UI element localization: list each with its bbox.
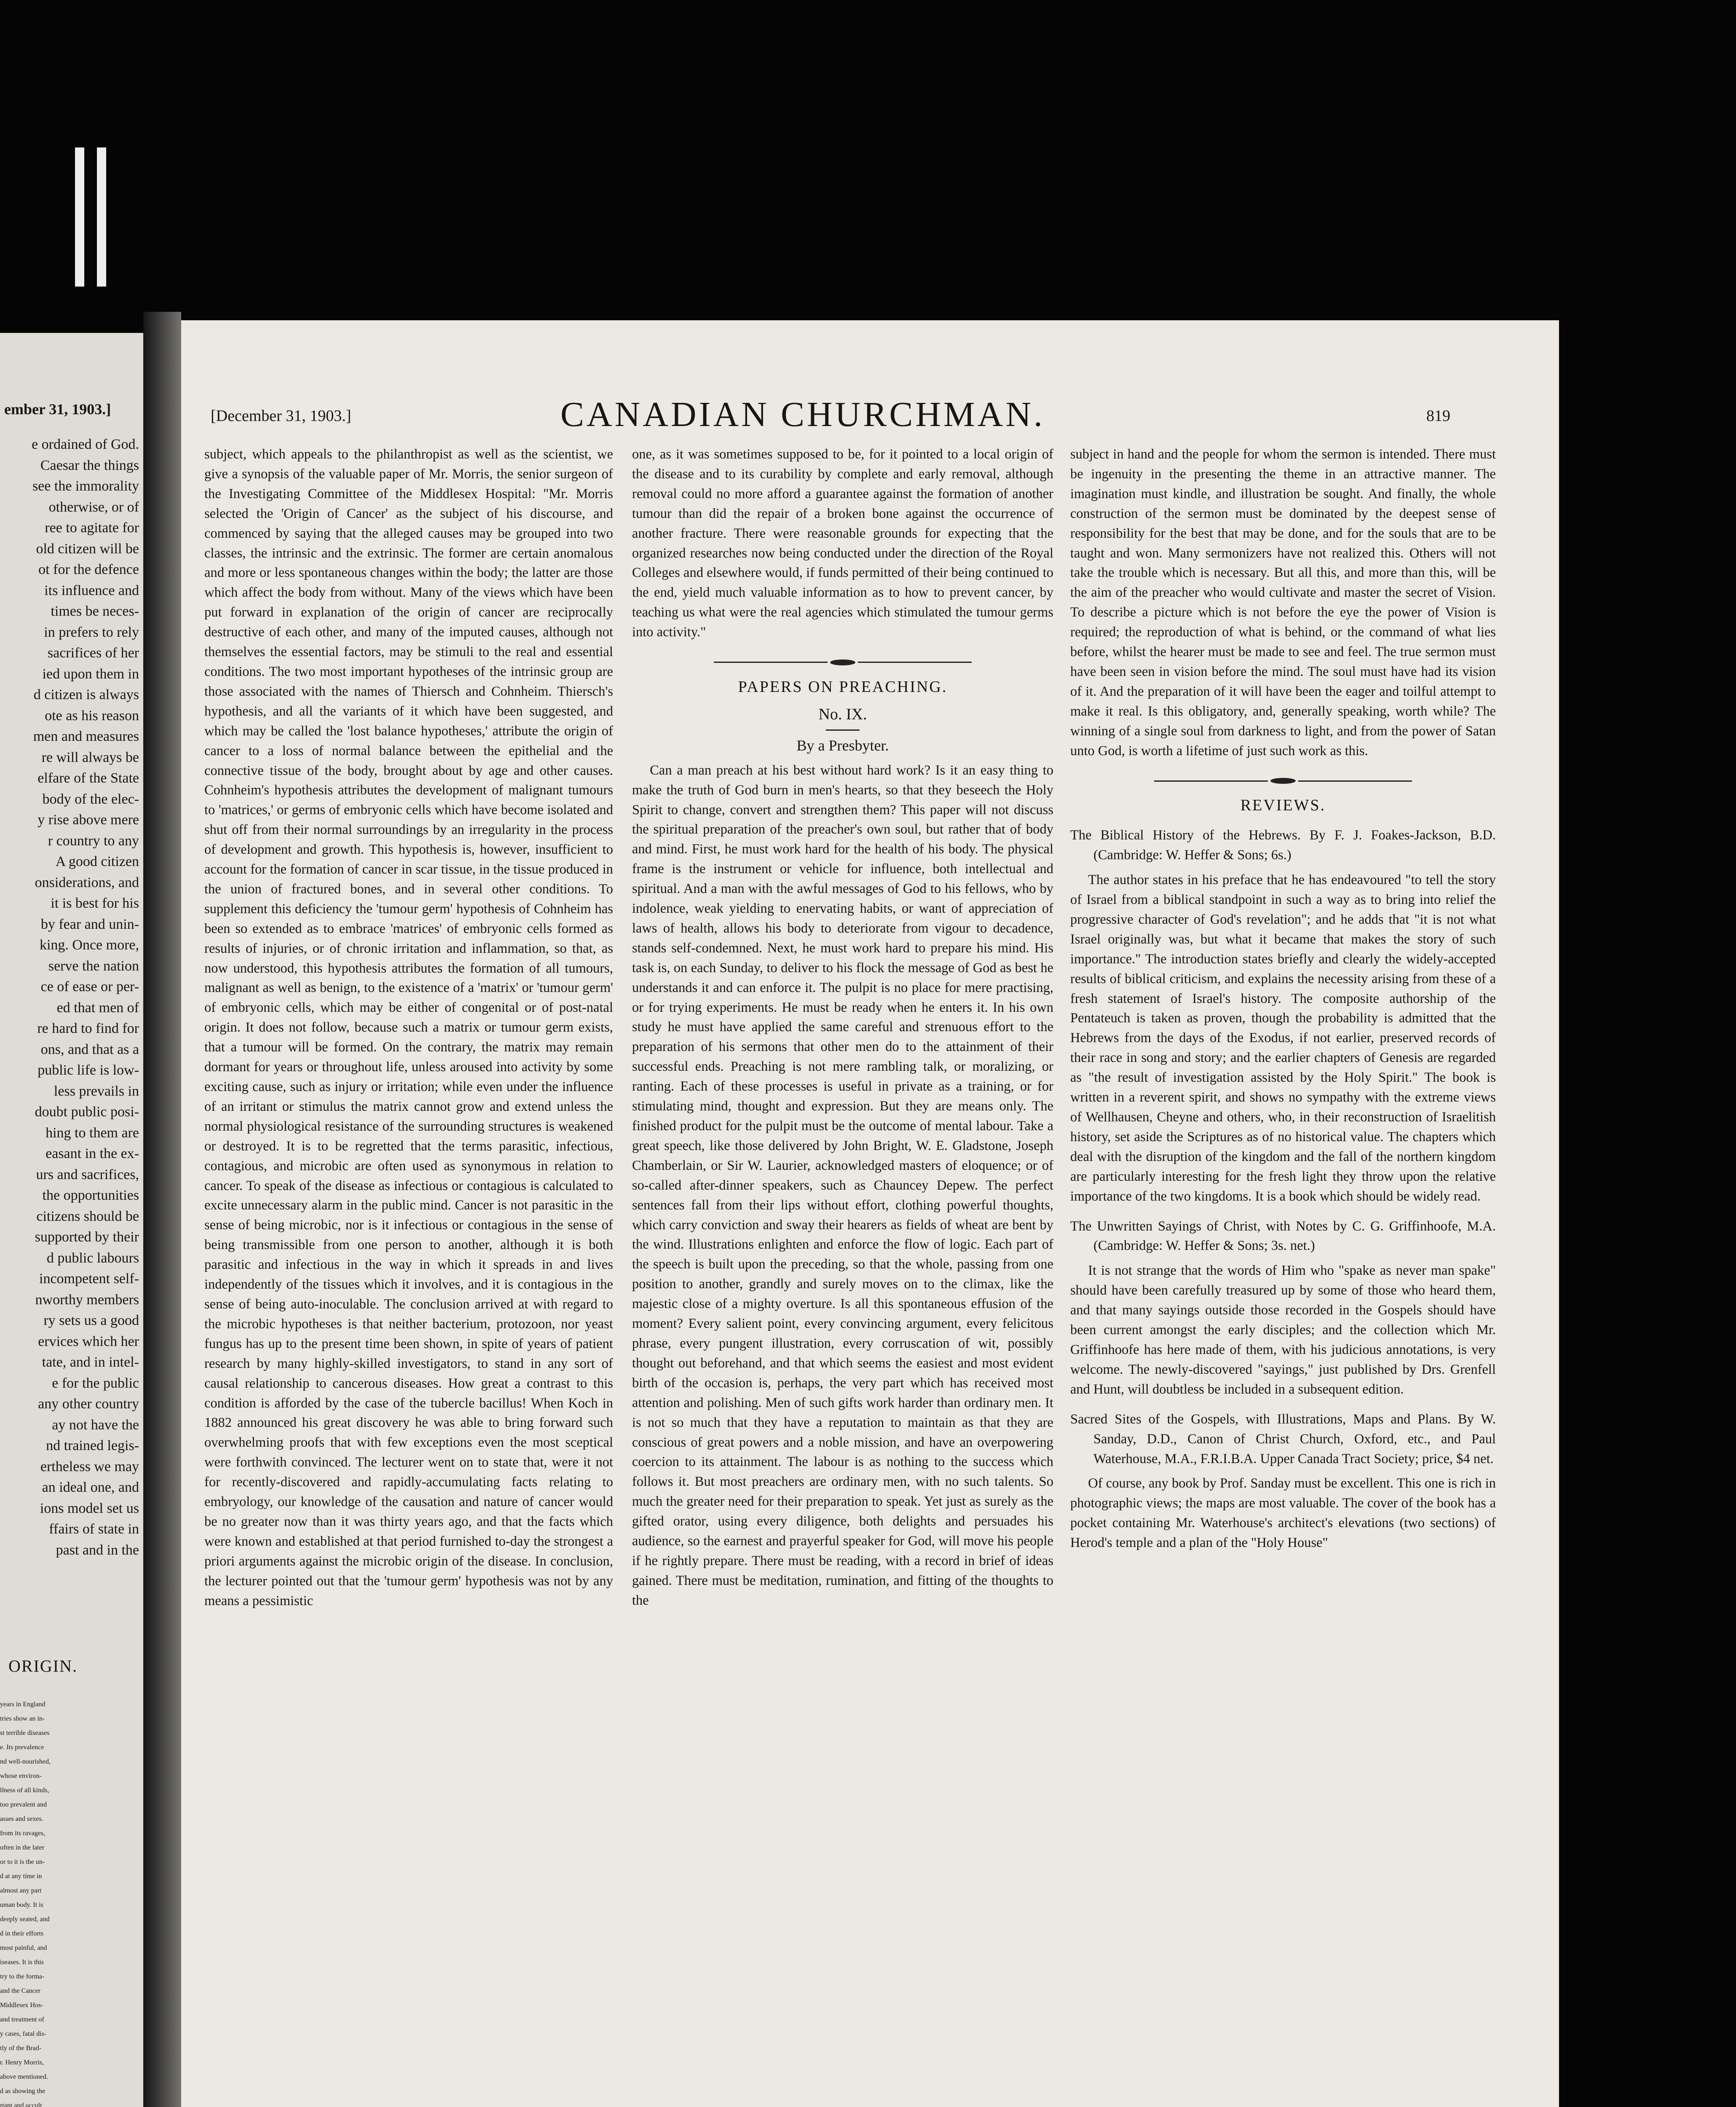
- facing-page-text-line: re hard to find for: [37, 1021, 139, 1036]
- article-number: No. IX.: [818, 705, 867, 723]
- facing-page-text-line: try to the forma-: [0, 1973, 45, 1980]
- facing-page-text-line: ed that men of: [56, 1000, 139, 1016]
- facing-page-text-line: in prefers to rely: [44, 624, 139, 640]
- facing-page-date: ember 31, 1903.]: [4, 401, 111, 418]
- facing-page-text-line: and treatment of: [0, 2016, 44, 2023]
- facing-page-text-line: years in England: [0, 1701, 46, 1708]
- facing-page-text-line: ote as his reason: [45, 708, 139, 724]
- facing-page-text-line: past and in the: [56, 1542, 139, 1558]
- facing-page-fragment: [0, 333, 143, 2107]
- facing-page-text-line: y cases, fatal dis-: [0, 2030, 47, 2037]
- ornamental-divider: [1070, 770, 1496, 790]
- review-body: Of course, any book by Prof. Sanday must be excellent. This one is rich in photographic views; the maps are most valuable. The cover of the book has a pocket containing Mr. Waterhouse's architect's elevations (two sections) of Herod's temple and a plan of the "Holy House": [1070, 1476, 1496, 1551]
- facing-page-text-line: by fear and unin-: [40, 916, 139, 932]
- facing-page-text-line: incompetent self-: [39, 1271, 139, 1287]
- facing-page-text-line: most painful, and: [0, 1944, 47, 1952]
- facing-page-text-line: d citizen is always: [33, 687, 139, 702]
- facing-page-text-line: ervices which her: [38, 1333, 139, 1349]
- facing-page-text-line: less prevails in: [54, 1083, 139, 1099]
- article-byline: By a Presbyter.: [796, 737, 889, 754]
- facing-page-text-line: y rise above mere: [38, 812, 139, 828]
- section-heading-papers-on-preaching: PAPERS ON PREACHING.: [738, 678, 948, 696]
- facing-page-text-line: d at any time in: [0, 1873, 42, 1880]
- column-2: [632, 445, 1053, 1611]
- facing-page-text-line: ons, and that as a: [40, 1041, 139, 1057]
- article-paragraph: Can a man preach at his best without hard work? Is it an easy thing to make the truth of God burn in men's hearts, so that they beseech the Holy Spirit to change, convert and strengthen them? This paper will not discuss the spiritual preparation of the preacher's own soul, but rather that of body and mind. First, he must work hard for the health of his body. The physical frame is the instrument or vehicle for influence, both intellectual and spiritual. And a man with the awful messages of God to his fellows, who by indolence, weak yielding to enervating habits, or want of appreciation of laws of health, allows his body to deteriorate from vigour to decadence, stands self-condemned. Next, he must work hard to prepare his mind. His task is, on each Sunday, to deliver to his flock the message of God as best he understands it and can enforce it. The pulpit is no place for mere practising, or for trying experiments. He must be ready when he enters it. In his own study he must have applied the same careful and strenuous effort to the preparation of his sermons that other men do to the attainment of their successful ends. Preaching is not mere rambling talk, or moralizing, or ranting. Each of these processes is useful in private as a training, or for stimulating mind, thought and expression. But they are means only. The finished product for the pulpit must be the outcome of mental labour. Take a great speech, like those delivered by John Bright, W. E. Gladstone, Joseph Chamberlain, or Sir W. Laurier, acknowledged masters of eloquence; or of so-called after-dinner speakers, such as Chauncey Depew. The perfect sentences fall from their lips without effort, clothing powerful thoughts, which carry conviction and sway their hearers as fields of wheat are bent by the wind. Illustrations enlighten and enforce the flow of logic. Each part of the speech is built upon the preceding, so that the whole, passing from one position to another, grandly and surely moves on to the climax, like the majestic close of a mighty overture. Is all this spontaneous effusion of the moment? Every salient point, every convincing argument, every felicitous phrase, every pungent illustration, every corruscation of wit, possibly thought out beforehand, and that which seems the easiest and most evident birth of the occasion is, perhaps, the very part which has received most attention and polishing. Men of such gifts work harder than ordinary men. It is not so much that they have a reputation to maintain as that they are conscious of great powers and a noble mission, and have an overpowering coercion to its attainment. The labour is as nothing to the success which follows it. But most preachers are ordinary men, with no such talents. So much the greater need for their preparation to speak. Yet just as surely as the gifted orator, using every diligence, both delights and persuades his audience, so the earnest and prayerful speaker for God, will move his people if he rightly prepare. There must be reading, with a record in brief of ideas gained. There must be meditation, rumination, and fitting of the thoughts to the: [632, 762, 1053, 1608]
- facing-page-column-lower: [0, 1694, 139, 2107]
- facing-page-text-line: supported by their: [35, 1229, 139, 1245]
- masthead-title: CANADIAN CHURCHMAN.: [560, 395, 1045, 434]
- facing-page-text-line: and the Cancer: [0, 1987, 40, 1994]
- facing-page-text-line: e. Its prevalence: [0, 1744, 44, 1751]
- facing-page-text-line: its influence and: [44, 582, 139, 598]
- facing-page-text-line: urs and sacrifices,: [36, 1166, 139, 1182]
- facing-page-text-line: ce of ease or per-: [40, 979, 139, 995]
- facing-page-text-line: whose environ-: [0, 1772, 42, 1780]
- facing-page-text-line: doubt public posi-: [35, 1104, 139, 1120]
- facing-page-text-line: ertheless we may: [40, 1458, 139, 1474]
- facing-page-text-line: nd well-nourished,: [0, 1758, 51, 1765]
- page-gutter: [143, 312, 181, 2107]
- facing-page-text-line: asses and sexes.: [0, 1815, 43, 1823]
- facing-page-text-line: the opportunities: [42, 1188, 139, 1203]
- facing-page-text-line: tries show an in-: [0, 1715, 45, 1722]
- article-paragraph: subject, which appeals to the philanthropist as well as the scientist, we give a synopsis of the valuable paper of Mr. Morris, the senior surgeon of the Investigating Committee of the Middlesex Hospital: "Mr. Morris selected the 'Origin of Cancer' as the subject of his discourse, and commenced by saying that the alleged causes may be grouped into two classes, the intrinsic and the extrinsic. The former are certain anomalous and more or less spontaneous changes within the body; the latter are those which affect the body from without. Many of the views which have been put forward in explanation of the origin of cancer are reciprocally destructive of each other, and many of the imputed causes, although not themselves the essential factors, may be stimuli to the real and essential conditions. The two most important hypotheses of the intrinsic group are those associated with the names of Thiersch and Cohnheim. Thiersch's hypothesis, and all the variants of it which have been suggested, and which may be called the 'lost balance hypotheses,' attribute the origin of cancer to a loss of normal balance between the epithelial and the connective tissue of the body, brought about by age and other causes. Cohnheim's hypothesis attributes the development of malignant tumours to 'matrices,' or germs of embryonic cells which have become isolated and shut off from their normal surroundings by an irregularity in the process of development and growth. This hypothesis is, however, insufficient to account for the formation of cancer in scar tissue, in the tissue produced in the union of fractured bones, and in several other conditions. To supplement this deficiency the 'tumour germ' hypothesis of Cohnheim has been so extended as to embrace 'matrices' of embryonic cells formed as results of injuries, or of chronic irritation and inflammation, so that, as now understood, this hypothesis attributes the formation of all tumours, malignant as well as benign, to the existence of a 'matrix' or 'tumour germ' of embryonic cells, which may be either of congenital or of post-natal origin. It does not follow, because such a matrix or tumour germ exists, that a tumour will be formed. On the contrary, the matrix may remain dormant for years or throughout life, unless aroused into activity by some exciting cause, such as injury or irritation; while even under the influence of an irritant or stimulus the matrix cannot grow and extend unless the normal physiological resistance of the surrounding structures is weakened or destroyed. It is to be regretted that the terms parasitic, infectious, contagious, and microbic are often used as synonymous in relation to cancer. To speak of the disease as infectious or contagious is calculated to excite unnecessary alarm in the public mind. Cancer is not parasitic in the sense of being microbic, nor is it infectious or contagious in the sense of being transmissible from one person to another, although it is both parasitic and infectious in the way in which it spreads in and lives independently of the tissues which it involves, and it is contagious in the sense of being auto-inoculable. The conclusion arrived at with regard to the microbic hypotheses is that neither bacterium, protozoon, nor yeast fungus has up to the present time been shown, in spite of years of patient research by many highly-skilled investigators, to stand in any sort of causal relationship to cancerous diseases. How great a contrast to this condition is afforded by the case of the tubercle bacillus! When Koch in 1882 announced his great discovery he was able to bring forward such overwhelming proofs that with few exceptions even the most sceptical were forthwith convinced. The lecturer went on to state that, were it not for recently-discovered and rapidly-accumulating facts relating to embryology, our knowledge of the causation and nature of cancer would be no greater now than it was thirty years ago, and that the facts which were known and established at that period furnished to-day the strongest a priori arguments against the microbic origin of the disease. In conclusion, the lecturer pointed out that the 'tumour germ' hypothesis was not by any means a pessimistic: [204, 447, 613, 1608]
- facing-page-text-line: rtant and occult: [0, 2102, 42, 2107]
- facing-page-text-line: times be neces-: [51, 603, 139, 619]
- facing-page-text-line: elfare of the State: [38, 770, 139, 786]
- facing-page-text-line: otherwise, or of: [48, 499, 139, 515]
- facing-page-text-line: almost any part: [0, 1887, 42, 1894]
- facing-page-text-line: e for the public: [52, 1375, 139, 1391]
- facing-page-text-line: onsiderations, and: [35, 874, 139, 890]
- film-mark-top-left-1: [75, 147, 84, 287]
- facing-page-text-line: nd trained legis-: [46, 1438, 139, 1453]
- article-continuation: one, as it was sometimes supposed to be, for it pointed to a local origin of the disease and to its curability by complete and early removal, although removal could no more afford a guarantee against the formation of another tumour than did the repair of a broken bone against the occurrence of another fracture. There were reasonable grounds for expecting that the organized researches now being conducted under the direction of the Royal Colleges and elsewhere would, if funds permitted of their being continued to the end, yield much valuable information as to how to prevent cancer, by teaching us what were the real agencies which stimulated the tumour germs into activity.": [632, 447, 1053, 640]
- facing-page-text-line: e ordained of God.: [32, 437, 139, 452]
- facing-page-text-line: it is best for his: [51, 895, 139, 911]
- facing-page-text-line: d in their efforts: [0, 1930, 44, 1937]
- facing-page-text-line: an ideal one, and: [42, 1480, 139, 1495]
- facing-page-text-line: any other country: [38, 1396, 139, 1412]
- film-mark-top-left-2: [97, 147, 106, 287]
- review-citation: Sacred Sites of the Gospels, with Illustrations, Maps and Plans. By W. Sanday, D.D., Canon of Christ Church, Oxford, etc., and Paul Waterhouse, M.A., F.R.I.B.A. Upper Canada Tract Society; price, $4 net.: [1070, 1411, 1496, 1466]
- facing-page-text-line: ay not have the: [52, 1417, 139, 1433]
- facing-page-text-line: nworthy members: [35, 1292, 139, 1308]
- facing-page-text-line: above mentioned.: [0, 2073, 48, 2080]
- facing-page-text-line: often in the later: [0, 1844, 45, 1851]
- facing-page-text-line: tly of the Brad-: [0, 2045, 42, 2052]
- newspaper-page: [181, 320, 1559, 2107]
- section-heading-reviews: REVIEWS.: [1240, 796, 1326, 815]
- facing-page-text-line: r country to any: [48, 833, 139, 849]
- facing-page-text-line: citizens should be: [36, 1208, 139, 1224]
- review-citation: The Unwritten Sayings of Christ, with Notes by C. G. Griffinhoofe, M.A. (Cambridge: W. Heffer & Sons; 3s. net.): [1070, 1218, 1496, 1254]
- facing-page-text-line: easant in the ex-: [46, 1146, 139, 1161]
- facing-page-text-line: ions model set us: [40, 1500, 139, 1516]
- facing-page-text-line: see the immorality: [32, 478, 139, 494]
- facing-page-text-line: ry sets us a good: [43, 1313, 139, 1328]
- facing-page-text-line: serve the nation: [48, 958, 139, 974]
- short-rule: [826, 729, 860, 731]
- facing-page-text-line: old citizen will be: [36, 541, 139, 557]
- ornamental-divider: [632, 651, 1053, 671]
- facing-page-section-heading: ORIGIN.: [8, 1657, 78, 1675]
- facing-page-text-line: iseases. It is this: [0, 1959, 44, 1966]
- facing-page-text-line: ied upon them in: [42, 666, 139, 682]
- facing-page-text-line: tate, and in intel-: [42, 1354, 139, 1370]
- review-body: The author states in his preface that he has endeavoured "to tell the story of Israel from a biblical standpoint in such a way as to bring into relief the progressive character of God's revelation"; and he adds that "it is not what Israel originally was, but what it became that makes the story of such importance." The introduction states briefly and clearly the widely-accepted results of biblical criticism, and explains the necessity arising from these of a fresh statement of Israel's history. The composite authorship of the Pentateuch is taken as proven, though the probability is admitted that the Hebrews from the days of the Exodus, if not earlier, preserved records of their race in song and story; and the earlier chapters of Genesis are regarded as "the result of investigation assisted by the Holy Spirit." The book is written in a reverent spirit, and shows no sympathy with the extreme views of Wellhausen, Cheyne and others, who, in their reconstruction of Israelitish history, set aside the Scriptures as of no historical value. The chapters which deal with the disruption of the kingdom and the fall of the northern kingdom are particularly interesting for the fresh light they throw upon the relative importance of the two kingdoms. It is a book which should be widely read.: [1070, 872, 1496, 1204]
- facing-page-text-line: men and measures: [33, 729, 139, 744]
- facing-page-text-line: llness of all kinds,: [0, 1787, 49, 1794]
- facing-page-text-line: ffairs of state in: [49, 1521, 139, 1537]
- facing-page-text-line: ree to agitate for: [45, 520, 139, 536]
- review-citation: The Biblical History of the Hebrews. By F. J. Foakes-Jackson, B.D. (Cambridge: W. Heffer & Sons; 6s.): [1070, 828, 1496, 863]
- facing-page-text-line: body of the elec-: [42, 791, 139, 807]
- facing-page-text-line: ot for the defence: [38, 562, 139, 577]
- facing-page-text-line: Middlesex Hos-: [0, 2002, 43, 2009]
- facing-page-text-line: r. Henry Morris,: [0, 2059, 44, 2066]
- facing-page-text-line: too prevalent and: [0, 1801, 47, 1808]
- issue-date: [December 31, 1903.]: [211, 407, 351, 425]
- facing-page-text-line: re will always be: [41, 749, 139, 765]
- facing-page-text-line: king. Once more,: [39, 937, 139, 953]
- facing-page-text-line: hing to them are: [46, 1125, 139, 1141]
- facing-page-text-line: sacrifices of her: [47, 645, 139, 661]
- article-continuation: subject in hand and the people for whom the sermon is intended. There must be ingenuity in the presenting the theme in an attractive manner. The imagination must kindle, and illustration be sought. And finally, the whole construction of the sermon must be dominated by the deepest sense of responsibility for the best that may be done, and for the souls that are to be taught and won. Many sermonizers have not realized this. Others will not take the trouble which is necessary. But all this, and more than this, will be the aim of the preacher who would cultivate and master the secret of Vision. To describe a picture which is not before the eye the power of Vision is required; the reproduction of what is behind, or the command of what lies before, whilst the hearer must be made to see and feel. The true sermon must have been seen in vision before the mind. The soul must have had its vision of it. And the preparation of it will have been the eager and toilful attempt to make it real. Is this obligatory, and, generally speaking, worth while? The winning of a single soul from darkness to light, and from the power of Satan unto God, is worth a lifetime of just such work as this.: [1070, 447, 1496, 759]
- facing-page-text-line: or to it is the un-: [0, 1858, 45, 1866]
- facing-page-text-line: st terrible diseases: [0, 1729, 50, 1737]
- facing-page-text-line: deeply seated, and: [0, 1916, 50, 1923]
- review-body: It is not strange that the words of Him who "spake as never man spake" should have been carefully treasured up by some of those who heard them, and that many sayings outside those recorded in the Gospels should have been current amongst the early disciples; and the collection which Mr. Griffinhoofe has here made of them, with his judicious annotations, is very welcome. The newly-discovered "sayings," just published by Drs. Grenfell and Hunt, will doubtless be included in a subsequent edition.: [1070, 1263, 1496, 1397]
- facing-page-text-line: A good citizen: [55, 854, 139, 869]
- page-number: 819: [1426, 407, 1450, 425]
- facing-page-text-line: d as showing the: [0, 2088, 46, 2095]
- column-1: [204, 445, 613, 1611]
- column-3: [1070, 445, 1496, 1553]
- facing-page-text-line: public life is low-: [38, 1062, 139, 1078]
- facing-page-text-line: uman body. It is: [0, 1901, 43, 1909]
- facing-page-text-line: d public labours: [46, 1250, 139, 1266]
- facing-page-column-upper: [0, 434, 139, 1560]
- facing-page-text-line: Caesar the things: [40, 457, 139, 473]
- facing-page-text-line: from its ravages,: [0, 1830, 46, 1837]
